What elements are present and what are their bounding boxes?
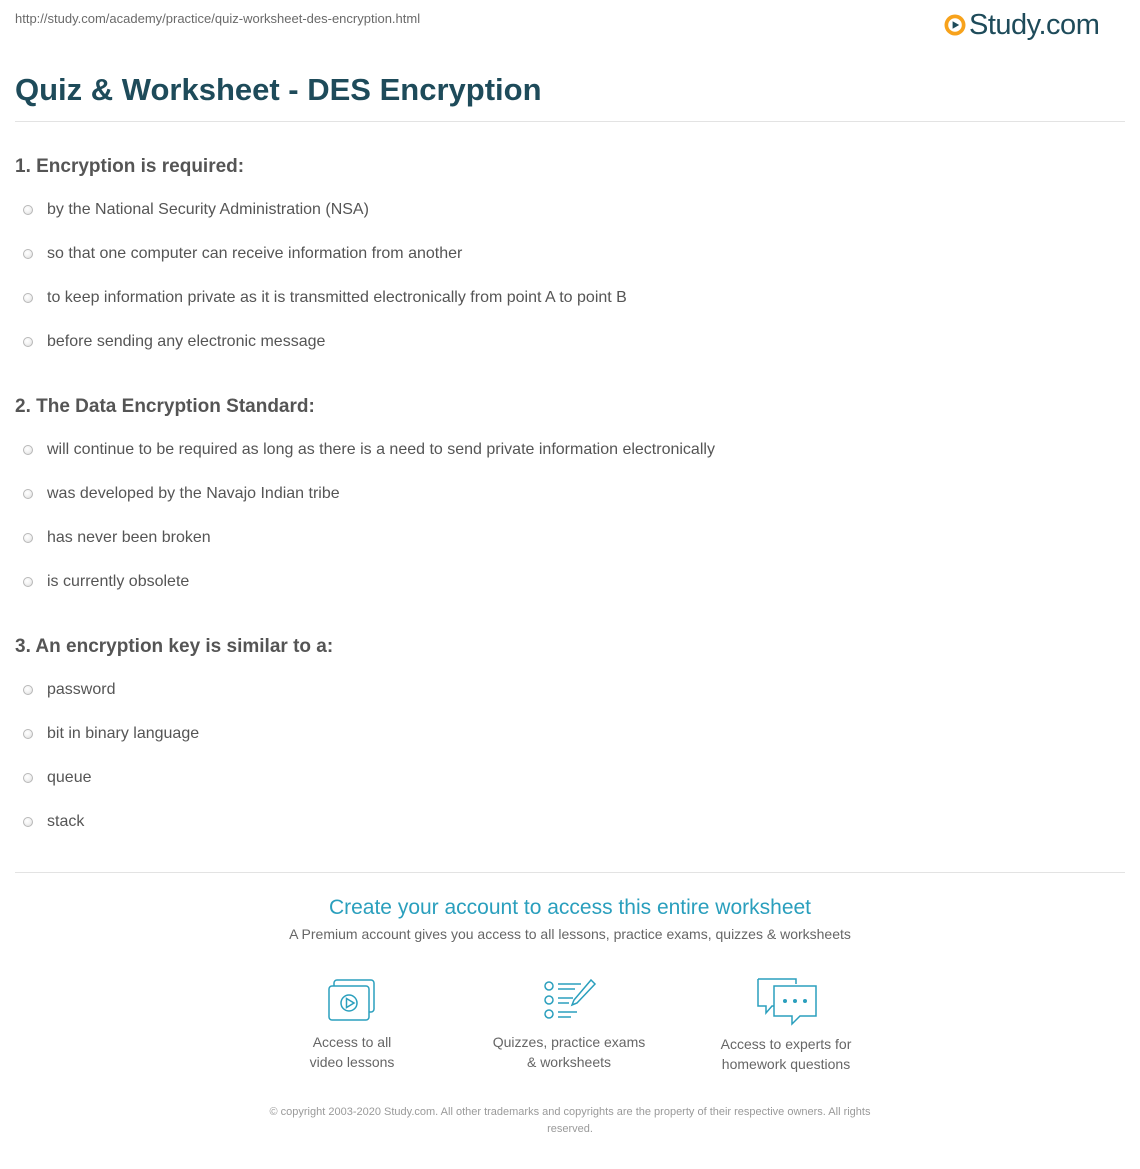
option-label: by the National Security Administration (NSA) xyxy=(47,201,369,218)
question-1-option-4[interactable] xyxy=(23,330,325,354)
page-title: Quiz & Worksheet - DES Encryption xyxy=(15,72,542,107)
question-2-title: 2. The Data Encryption Standard: xyxy=(15,396,315,417)
radio-button-icon[interactable] xyxy=(23,205,33,215)
question-2-option-4[interactable] xyxy=(23,570,189,594)
quiz-checklist-icon xyxy=(541,976,597,1024)
radio-button-icon[interactable] xyxy=(23,533,33,543)
copyright-line2: reserved. xyxy=(547,1123,593,1135)
radio-button-icon[interactable] xyxy=(23,773,33,783)
question-2-option-1[interactable] xyxy=(23,438,715,462)
copyright-notice xyxy=(215,1104,925,1138)
title-divider xyxy=(15,121,1125,122)
feature-label-line2: video lessons xyxy=(309,1054,395,1070)
question-3-option-3[interactable] xyxy=(23,766,92,790)
option-label: was developed by the Navajo Indian tribe xyxy=(47,485,340,502)
question-1-option-2[interactable] xyxy=(23,242,462,266)
radio-button-icon[interactable] xyxy=(23,249,33,259)
option-label: password xyxy=(47,681,116,698)
chat-bubbles-icon xyxy=(754,976,818,1026)
option-label: before sending any electronic message xyxy=(47,333,326,350)
feature-label-line1: Quizzes, practice exams xyxy=(492,1034,646,1050)
radio-button-icon[interactable] xyxy=(23,685,33,695)
study-logo[interactable] xyxy=(944,7,1099,43)
radio-button-icon[interactable] xyxy=(23,729,33,739)
feature-label-line2: homework questions xyxy=(721,1056,851,1072)
radio-button-icon[interactable] xyxy=(23,577,33,587)
feature-label-line2: & worksheets xyxy=(526,1054,612,1070)
page-url: http://study.com/academy/practice/quiz-worksheet-des-encryption.html xyxy=(15,11,421,26)
feature-quizzes xyxy=(469,976,669,1072)
radio-button-icon[interactable] xyxy=(23,817,33,827)
option-label: queue xyxy=(47,769,92,786)
question-2-option-2[interactable] xyxy=(23,482,340,506)
premium-description: A Premium account gives you access to all lessons, practice exams, quizzes & worksheets xyxy=(289,926,851,942)
radio-button-icon[interactable] xyxy=(23,489,33,499)
video-lessons-icon xyxy=(326,976,378,1024)
logo-text: Study.com xyxy=(969,8,1100,41)
option-label: stack xyxy=(47,813,85,830)
option-label: has never been broken xyxy=(47,529,211,546)
option-label: bit in binary language xyxy=(47,725,200,742)
option-label: to keep information private as it is transmitted electronically from point A to point B xyxy=(47,289,627,306)
question-1-option-3[interactable] xyxy=(23,286,627,310)
question-1-option-1[interactable] xyxy=(23,198,369,222)
feature-label-line1: Access to experts for xyxy=(720,1036,852,1052)
copyright-line1: © copyright 2003-2020 Study.com. All other trademarks and copyrights are the property of their respective owners. All rights xyxy=(269,1106,871,1118)
question-3-option-4[interactable] xyxy=(23,810,84,834)
radio-button-icon[interactable] xyxy=(23,337,33,347)
create-account-link[interactable]: Create your account to access this entire worksheet xyxy=(328,896,812,919)
feature-video-lessons xyxy=(252,976,452,1072)
option-label: so that one computer can receive information from another xyxy=(47,245,463,262)
question-3-option-1[interactable] xyxy=(23,678,115,702)
question-3-option-2[interactable] xyxy=(23,722,199,746)
question-3-title: 3. An encryption key is similar to a: xyxy=(15,636,334,657)
section-divider xyxy=(15,872,1125,873)
question-2-option-3[interactable] xyxy=(23,526,211,550)
play-logo-icon xyxy=(944,14,966,36)
feature-experts xyxy=(686,976,886,1074)
option-label: is currently obsolete xyxy=(47,573,190,590)
radio-button-icon[interactable] xyxy=(23,293,33,303)
question-1-title: 1. Encryption is required: xyxy=(15,156,245,177)
radio-button-icon[interactable] xyxy=(23,445,33,455)
option-label: will continue to be required as long as there is a need to send private information electronically xyxy=(47,441,715,458)
feature-label-line1: Access to all xyxy=(312,1034,392,1050)
